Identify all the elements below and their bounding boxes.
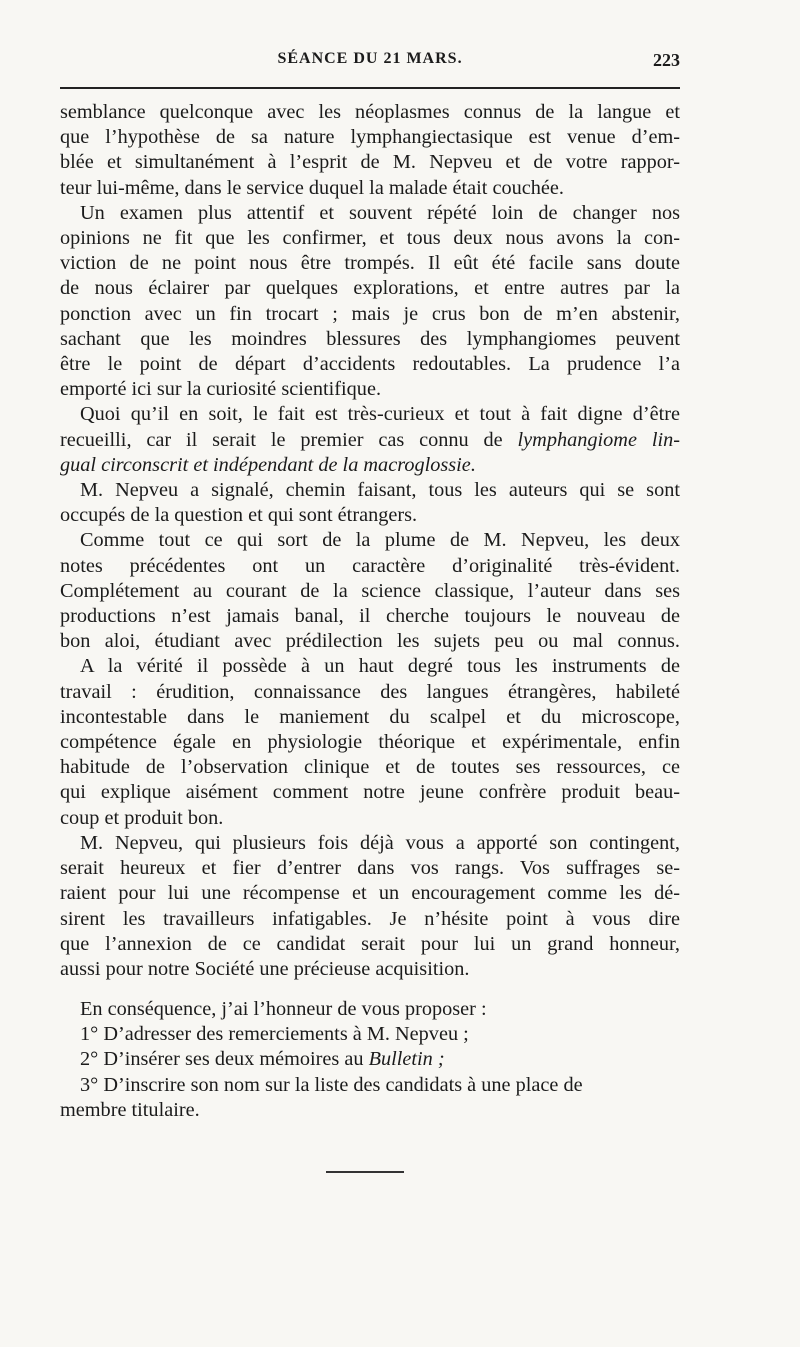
text-line: raient pour lui une récompense et un encouragement comme les dé- [60, 882, 680, 905]
text-line [60, 453, 680, 478]
text-segment: recueilli, car il serait le premier cas connu de [60, 428, 503, 451]
text-line: qui explique aisément comment notre jeune confrère produit beau- [60, 781, 680, 804]
text-line: être le point de départ d’accidents redoutables. La prudence l’a [60, 353, 680, 376]
proposal-item-3-continuation: membre titulaire. [60, 1098, 200, 1121]
text-line: M. Nepveu, qui plusieurs fois déjà vous a apporté son contingent, [80, 831, 680, 854]
text-line: Quoi qu’il en soit, le fait est très-curieux et tout à fait digne d’être [80, 403, 680, 426]
body-text [60, 100, 680, 982]
text-line: aussi pour notre Société une précieuse acquisition. [60, 957, 470, 980]
text-line: coup et produit bon. [60, 806, 224, 829]
text-line: bon aloi, étudiant avec prédilection les sujets peu ou mal connus. [60, 630, 680, 653]
text-line: de nous éclairer par quelques explorations, et entre autres par la [60, 277, 680, 300]
text-line: opinions ne fit que les confirmer, et tous deux nous avons la con- [60, 227, 680, 250]
text-line: travail : érudition, connaissance des langues étrangères, habileté [60, 680, 680, 703]
text-line: viction de ne point nous être trompés. Il eût été facile sans doute [60, 252, 680, 275]
page-number: 223 [653, 50, 680, 70]
proposal-item-2-text: 2° D’insérer ses deux mémoires au [80, 1048, 369, 1071]
text-line: habitude de l’observation clinique et de toutes ses ressources, ce [60, 756, 680, 779]
proposal-item-3: 3° D’inscrire son nom sur la liste des candidats à une place de [80, 1073, 583, 1096]
text-line [60, 428, 680, 453]
conclusion-block [60, 997, 680, 1123]
paragraph-4 [60, 478, 680, 528]
proposal-item-1: 1° D’adresser des remerciements à M. Nepveu ; [80, 1023, 469, 1046]
text-line: serait heureux et fier d’entrer dans vos rangs. Vos suffrages se- [60, 857, 680, 880]
text-line: Un examen plus attentif et souvent répété loin de changer nos [80, 201, 680, 224]
paragraph-3 [60, 402, 680, 478]
paragraph-1 [60, 100, 680, 201]
text-line: ponction avec un fin trocart ; mais je crus bon de m’en abstenir, [60, 302, 680, 325]
text-line: teur lui-même, dans le service duquel la malade était couchée. [60, 176, 564, 199]
text-line: sirent les travailleurs infatigables. Je n’hésite point à vous dire [60, 907, 680, 930]
proposal-item-2 [60, 1047, 680, 1072]
text-line: que l’annexion de ce candidat serait pour lui un grand honneur, [60, 932, 680, 955]
text-line: semblance quelconque avec les néoplasmes connus de la langue et [60, 101, 680, 123]
header-title: SÉANCE DU 21 MARS. [277, 50, 463, 67]
paragraph-2 [60, 201, 680, 403]
text-line: occupés de la question et qui sont étrangers. [60, 504, 418, 527]
bulletin-title: Bulletin ; [368, 1048, 445, 1071]
paragraph-6 [60, 654, 680, 830]
text-line: Complétement au courant de la science classique, l’auteur dans ses [60, 579, 680, 602]
text-line: compétence égale en physiologie théorique et expérimentale, enfin [60, 731, 680, 754]
conclusion-intro: En conséquence, j’ai l’honneur de vous proposer : [80, 998, 487, 1020]
running-header [60, 50, 680, 76]
header-rule [60, 87, 680, 89]
paragraph-7 [60, 831, 680, 982]
text-line: que l’hypothèse de sa nature lymphangiectasique est venue d’em- [60, 126, 680, 149]
text-line: productions n’est jamais banal, il cherche toujours le nouveau de [60, 605, 680, 628]
text-line: M. Nepveu a signalé, chemin faisant, tous les auteurs qui se sont [80, 479, 680, 502]
text-line: notes précédentes ont un caractère d’originalité très-évident. [60, 554, 680, 577]
text-line: incontestable dans le maniement du scalpel et du microscope, [60, 705, 680, 728]
text-line: emporté ici sur la curiosité scientifique. [60, 378, 382, 401]
italic-term: lymphangiome lin- [517, 428, 680, 451]
text-line: sachant que les moindres blessures des lymphangiomes peuvent [60, 327, 680, 350]
text-line: A la vérité il possède à un haut degré tous les instruments de [80, 655, 680, 678]
italic-term: gual circonscrit et indépendant de la macroglossie. [60, 453, 476, 476]
text-line: Comme tout ce qui sort de la plume de M. Nepveu, les deux [80, 529, 680, 552]
text-line: blée et simultanément à l’esprit de M. Nepveu et de votre rappor- [60, 151, 680, 174]
paragraph-5 [60, 528, 680, 654]
end-rule [326, 1171, 404, 1173]
